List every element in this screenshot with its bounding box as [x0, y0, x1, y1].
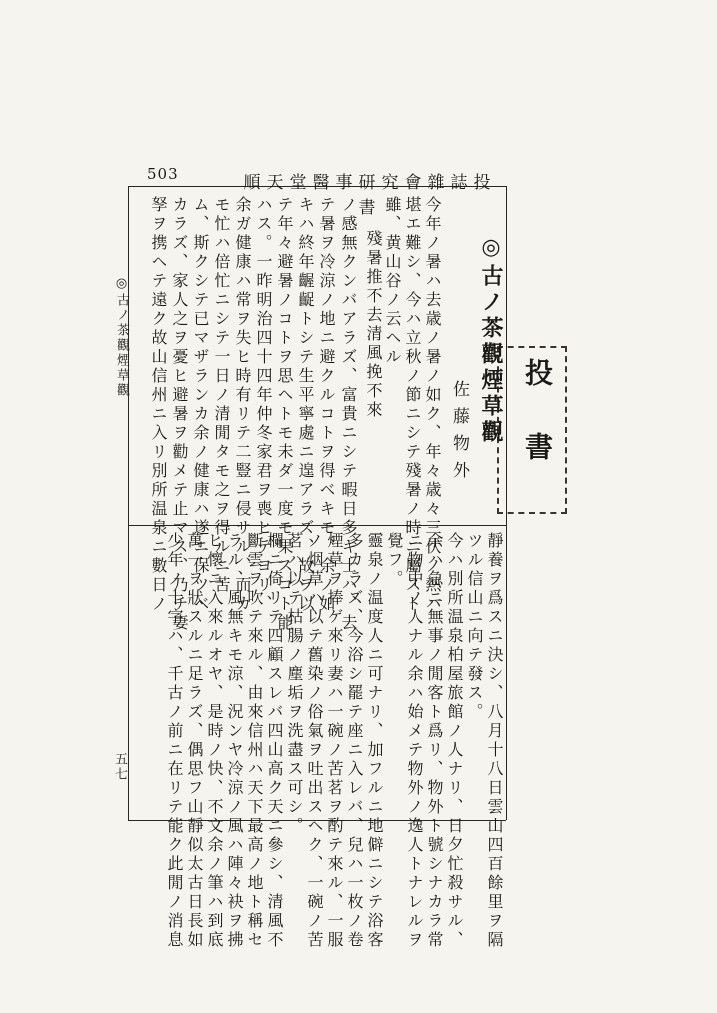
author-name: 佐藤物外 — [449, 380, 469, 488]
upper-column-2: 堪エ難シ、今ハ立秋ノ節ニシテ殘暑ノ時ニ屬スト — [403, 196, 422, 614]
lower-column-17: 少年ノ十字ハ、千古ノ前ニ在リテ能ク此閒ノ消息 — [165, 532, 184, 950]
upper-column-3: 雖、黄山谷ノ云ヘル — [383, 196, 402, 367]
lower-column-4: 余ハ急ニ無事ノ閒客ト爲リ、物外ト號シナカラ常 — [425, 532, 444, 950]
upper-column-7: テ年々避暑ノコトヲ思ヘトモ未ダ一度モ果スコト能 — [275, 196, 294, 633]
lower-column-3: 今ハ別所温泉柏屋旅館ノ人ナリ、日夕忙殺サル、 — [445, 532, 464, 950]
lower-column-6: 覺フ。 — [385, 532, 404, 589]
margin-right-number: 五七 — [112, 752, 127, 782]
lower-column-5: ニ物中ノ人ナル余ハ始メテ物外ノ逸人トナレルヲ — [405, 532, 424, 950]
upper-column-6: キハ終年齷齪トシテ生平寧處ニ遑アラズ、故ヲ以 — [296, 196, 315, 614]
upper-column-5: テ暑ヲ冷涼ノ地ニ避クルコトヲ得ベキモ、余ノ如 — [317, 196, 336, 614]
upper-column-1: 今年ノ暑ハ去歳ノ暑ノ如ク、年々歳々三伏ノ熱ハ — [423, 196, 442, 614]
lower-column-8: 多カラズ、今浴シ罷テ座ニ入レバ、兒ハ一枚ノ卷 — [345, 532, 364, 950]
upper-column-13: 孥ヲ携ヘテ遠ク故山信州ニ入リ別所温泉ニ數日ノ — [149, 196, 168, 614]
verse-subhead: 殘暑推不去清風挽不來 — [364, 230, 383, 420]
upper-column-10: モ忙ハ倍忙ニシテ一日ノ清閒タモ之ヲ得ルニ苦 — [212, 196, 231, 595]
lower-column-2: ツル信山ニ向テ發ス。 — [465, 532, 484, 722]
lower-column-13: 斷雲ヲ吹テ來ル、由來信州ハ天下最高ノ地ト稱セ — [245, 532, 264, 950]
upper-column-9: 余ガ健康ハ常ヲ失ヒ時有リテ二豎ニ侵サル、而カ — [233, 196, 252, 614]
lower-column-9: 煙草ヲ捧ゲ來リ妻ハ一碗ノ苦茗ヲ酌テ來ル、一服 — [325, 532, 344, 950]
section-title: 投書 — [521, 358, 554, 506]
upper-column-11: ム、斯クシテ已マザランカ余ノ健康ハ遂ニ保ツベ — [191, 196, 210, 614]
page-number: 503 — [147, 165, 179, 183]
lower-column-10: ノ烟草ハ以テ舊染ノ俗氣ヲ吐出スヘク、一碗ノ苦 — [305, 532, 324, 950]
lower-column-12: 欄ニ倚リテ四顧スレバ四山高ク天ニ參シ、清風不 — [265, 532, 284, 950]
running-title: 順天堂醫事研究會雜誌投書 — [243, 173, 497, 218]
lower-column-7: 靈泉ノ温度人ニ可ナリ、加フルニ地僻ニシテ浴客 — [365, 532, 384, 950]
lower-column-15: ヒ懷ニ入來ルオヤ、是時ノ快、不文余ノ筆ハ到底 — [205, 532, 224, 950]
article-heading: ◎古ノ茶觀煙草觀 — [478, 234, 504, 446]
lower-column-16: 萬一ヲ狀スルニ足ラズ、偶思フ山靜似太古日長如 — [185, 532, 204, 950]
upper-column-4: ノ感無クンバアラズ、富貴ニシテ暇日多キ士ハ、去 — [339, 196, 358, 633]
lower-column-14: ラル、風無キモ涼、況ンヤ冷涼ノ風ハ陣々袂ヲ拂 — [225, 532, 244, 950]
upper-column-8: ハス。一昨明治四十四年仲冬家君ヲ喪ヒテヨリ、 — [254, 196, 273, 614]
lower-column-11: 茗ハ以テ枯腸ノ塵垢ヲ洗盡ス可シ。 — [285, 532, 304, 836]
margin-left-label: ◎古ノ茶觀煙草觀 — [114, 276, 129, 398]
section-title-box — [497, 346, 567, 514]
lower-column-1: 靜養ヲ爲スニ決シ、八月十八日雲山四百餘里ヲ隔 — [485, 532, 504, 950]
upper-column-12: カラズ、家人之ヲ憂ヒ避暑ヲ勸メテ止マス、乃チ妻 — [170, 196, 189, 633]
